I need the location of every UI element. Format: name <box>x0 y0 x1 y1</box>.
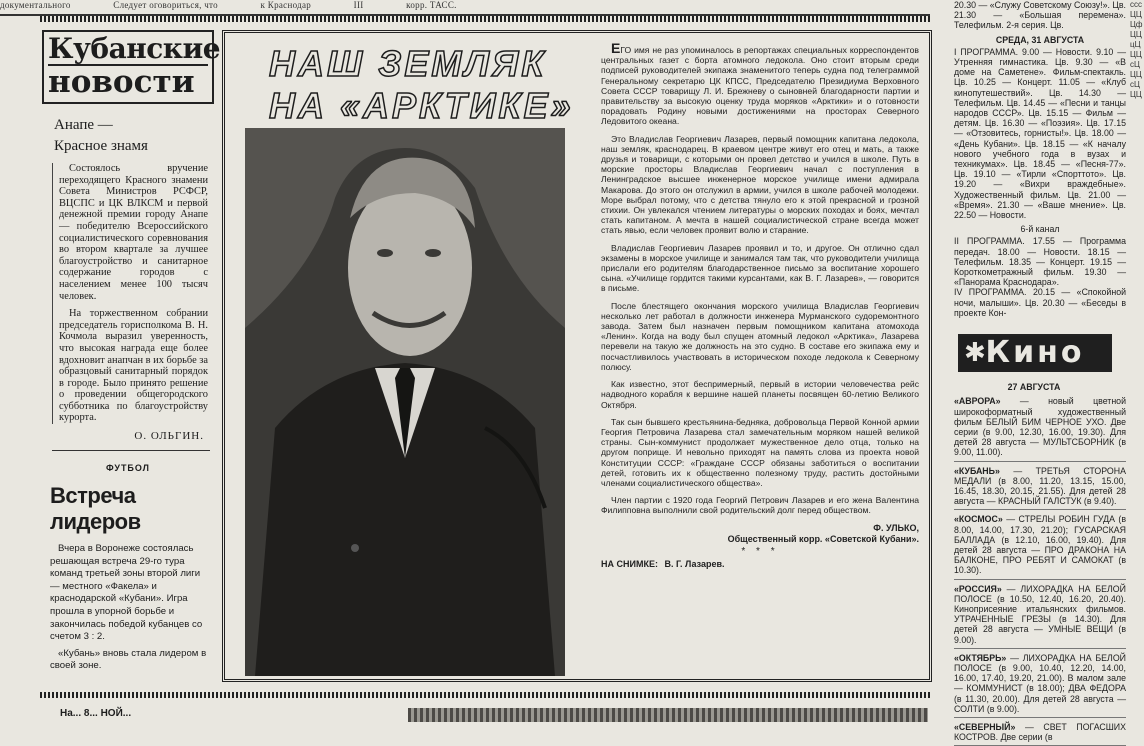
article-paragraph: Это Владислав Георгиевич Лазарев, первый помощник капитана ледокола, наш земляк, краснодарец. В краевом центре живут его отец и мать, а также друзья и товарищи, с которыми он провел детство и учился в школе. Путь в морские просторы Владислав Георгиевич начал с поступления в Ленинградское высшее инженерное морское училище имени адмирала Макарова. До этого он отслужил в армии, учился в школе рабочей молодежи. Море выбрал потому, что с детства тянуло его к этой прекрасной и грозной стихии. Он увлекался чтением литературы о морских походах и боях, мечтал стать капитаном. А мечта в нашей социалистической стране всегда может стать явью, если человек проявит волю и старание. <box>601 133 919 236</box>
headline-line-2: НА «АРКТИКЕ» <box>269 85 574 126</box>
news-heading: Анапе — <box>54 117 113 133</box>
cinema-name: «ОКТЯБРЬ» <box>954 652 1007 663</box>
headline-line-1: НАШ ЗЕМЛЯК <box>269 43 547 84</box>
top-decorative-rule <box>40 16 930 22</box>
left-column <box>42 30 221 690</box>
cinema-program: — ЛИХОРАДКА НА БЕЛОЙ ПОЛОСЕ (в 10.50, 12.40, 16.20, 20.40). Киноприсеяние итальянских фильмов. УТРАЧЕННЫЕ ГРЕЗЫ (в 14.30). Для детей 28 августа — УМНЫЕ ВЕЩИ (в 9.00). <box>954 583 1126 645</box>
right-column <box>948 0 1143 743</box>
caption-label: НА СНИМКЕ: <box>601 558 658 569</box>
masthead-line-1: Кубанские <box>48 32 221 65</box>
tv-day: СРЕДА, 31 АВГУСТА <box>995 34 1085 45</box>
caption-text: В. Г. Лазарев. <box>664 558 725 569</box>
top-strip-text-1: документального <box>0 0 71 10</box>
news-paragraph: Состоялось вручение переходящего Красного знамени Совета Министров РСФСР, ВЦСПС и ЦК ВЛКСМ и первой денежной премии городу Анапе — победителю Всероссийского социалистического соревнования во втором квартале за лучшее благоустройство и санитарное содержание городов с населением менее 100 тысяч человек. <box>59 163 208 302</box>
cinema-entry <box>954 584 1126 649</box>
news-paragraph: На торжественном собрании председатель горисполкома В. Н. Кочмола выразил уверенность, что высокая награда еще более вдохновит анапчан в их борьбе за образцовый санитарный порядок в городе. Было принято решение о проведении общегородского субботника по благоустройству курорта. <box>59 308 208 424</box>
film-reel-icon: ✱ <box>964 338 989 369</box>
photo-caption <box>601 559 919 569</box>
kino-logo <box>958 334 1112 372</box>
separator-stars: * * * <box>741 545 779 557</box>
cinema-program: — новый цветной широкоформатный художественный фильм БЕЛЫЙ БИМ ЧЕРНОЕ УХО. Две серии (в 9.00, 12.30, 16.00, 19.30). Для детей 28 августа — МУЛЬТСБОРНИК (в 9.00, 11.00). <box>954 396 1126 458</box>
news-subheading: Красное знамя <box>54 138 148 154</box>
sport-paragraph: Вчера в Воронеже состоялась решающая встреча 29-го тура команд третьей зоны второй лиги — местного «Факела» и краснодарской «Кубани». Игра прошла в упорной борьбе и закончилась победой кубанцев со счетом 3 : 2. <box>50 543 203 643</box>
kino-logo-text: Кино <box>985 335 1085 371</box>
article-paragraph: Владислав Георгиевич Лазарев проявил и то, и другое. Он отлично сдал экзамены в морское училище и занимался там так, что руководители училища прислали его родителям благодарственное письмо за воспитание хорошего сына. «Училище гордится такими курсантами, как В. Г. Лазарев», — говорится в письме. <box>601 242 919 294</box>
cinema-entry <box>954 722 1126 746</box>
author-name: Ф. УЛЬКО, <box>873 522 919 533</box>
news-body <box>52 163 208 424</box>
article-headline <box>269 43 589 127</box>
tv-program-1: I ПРОГРАММА. 9.00 — Новости. 9.10 — Утренняя гимнастика. Цв. 9.30 — «В доме на Саметене». Фильм-спектакль. Цв. 10.25 — Концерт. 11.05 — «Клуб кинопутешествий». Цв. 14.30 — Телефильм. Цв. 14.45 — «Песни и танцы народов СССР». Цв. 15.15 — Фильм — детям. Цв. 16.30 — «Поэзия». Цв. 17.15 — «Отзовитесь, горнисты!». Цв. 18.00 — «День Кубани». Цв. 18.15 — «К началу нового учебного года в вузах и техникумах». Цв. 18.45 — «Песня-77». Цв. 19.10 — «Тирли «Спорттото». Цв. 19.20 — «Вихри враждебные». Художественный фильм. Цв. 21.00 — «Время». 21.30 — «Ваше мнение». Цв. 22.50 — Новости. <box>954 46 1126 221</box>
tv-program-4: IV ПРОГРАММА. 20.15 — «Спокойной ночи, малыши». Цв. 20.30 — «Беседы в проекте Кон- <box>954 287 1126 318</box>
article-paragraph: Так сын бывшего крестьянина-бедняка, добровольца Первой Конной армии Георгия Петровича Лазарева стал замечательным моряком нашей великой страны. Сын-коммунист продолжает мужественное дело отца, только на другом поприще. И невольно приходят на память слова из проекта новой Конституции СССР: «Граждане СССР обязаны заботиться о воспитании детей, готовить их к общественно полезному труду, растить достойными членами социалистического общества». <box>601 416 919 488</box>
cinema-name: «АВРОРА» <box>954 396 1001 407</box>
article-text <box>601 40 919 569</box>
sport-rubric: ФУТБОЛ <box>106 463 150 474</box>
adjacent-column-edge: сссЦЦЦфЦЦцЦЦЦсЦЦЦсЦЦЦ <box>1130 0 1143 99</box>
cinema-name: «КОСМОС» <box>954 514 1003 525</box>
author-role: Общественный корр. «Советской Кубани». <box>727 533 919 544</box>
bottom-photo-edge <box>408 708 928 722</box>
cinema-entry <box>954 466 1126 511</box>
portrait-illustration <box>245 128 565 676</box>
article-byline <box>601 523 919 545</box>
article-paragraph: Член партии с 1920 года Георгий Петрович Лазарев и его жена Валентина Филипповна выполнили свой родительский долг перед обществом. <box>601 495 919 516</box>
tv-top-lines: 20.30 — «Служу Советскому Союзу!». Цв. 21.30 — «Большая перемена». Телефильм. 2-я серия. Цв. <box>954 0 1127 31</box>
cinema-name: «СЕВЕРНЫЙ» <box>954 721 1016 732</box>
top-strip-text-2: Следует оговориться, что <box>113 0 218 10</box>
masthead-line-2: новости <box>48 64 208 98</box>
cinema-program: — ЛИХОРАДКА НА БЕЛОЙ ПОЛОСЕ (в 9.00, 10.40, 12.20, 14.00, 16.00, 17.40, 19.20, 21.00). В малом зале — КОММУНИСТ (в 18.00); ДВА ФЕДОРА (в 11.30, 20.00). Для детей 28 августа — СОЛТИ (в 9.00). <box>954 652 1126 714</box>
tv-channel: 6-й канал <box>1020 224 1060 235</box>
cinema-entry <box>954 653 1126 718</box>
cinema-name: «РОССИЯ» <box>954 583 1002 594</box>
top-strip-text-3: к Краснодар <box>260 0 312 10</box>
news-signature: О. ОЛЬГИН. <box>134 430 204 443</box>
top-strip-text-5: корр. ТАСС. <box>406 0 457 10</box>
kino-date: 27 АВГУСТА <box>1007 382 1061 393</box>
main-article <box>222 30 932 682</box>
article-paragraph: После блестящего окончания морского училища Владислав Георгиевич несколько лет работал в должности инженера Мурманского судоремонтного завода. Затем был назначен первым помощником капитана атомохода «Ленин». Когда на воду был спущен атомный ледокол «Арктика», Лазарева перевели на такую же должность на это судно. В составе его экипажа ему и посчастливилось участвовать в историческом походе ледокола к Северному полюсу. <box>601 300 919 372</box>
bottom-decorative-rule <box>40 692 930 698</box>
cinema-program: — ТРЕТЬЯ СТОРОНА МЕДАЛИ (в 8.00, 11.20, 13.15, 15.00, 16.45, 18.30, 20.15, 21.55). Для детей 28 августа — КРАСНЫЙ ГАЛСТУК (в 9.40). <box>954 465 1126 507</box>
sport-body <box>50 543 208 673</box>
sport-paragraph: «Кубань» вновь стала лидером в своей зоне. <box>50 647 207 672</box>
article-paragraph: ЕГО имя не раз упоминалось в репортажах специальных корреспондентов центральных газет с борта атомного ледокола. Оно стоит вторым среди подписей руководителей экипажа знаменитого теперь судна под телеграммой Генеральному секретарю ЦК КПСС, Председателю Президиума Верховного Совета СССР товарищу Л. И. Брежневу о сыновней благодарности партии и правительству за высокую оценку труда моряков «Арктики» и о готовности порадовать Родину новыми достижениями на просторах Северного Ледовитого океана. <box>601 40 919 127</box>
portrait-photo <box>245 128 565 676</box>
kuban-news-masthead <box>42 30 221 104</box>
bottom-strip-text: На... 8... НОЙ... <box>60 708 132 719</box>
sport-heading: Встреча лидеров <box>50 483 141 535</box>
cinema-name: «КУБАНЬ» <box>954 465 1000 476</box>
cinema-listings <box>948 396 1126 746</box>
divider <box>52 450 210 451</box>
tv-program-2: II ПРОГРАММА. 17.55 — Программа передач. 18.00 — Новости. 18.15 — Телефильм. 18.35 — Концерт. 19.15 — Короткометражный фильм. 19.30 — «Панорама Краснодара». <box>954 236 1126 288</box>
top-strip-text-4: III <box>353 0 364 10</box>
tv-schedule <box>948 0 1126 318</box>
cinema-program: — СВЕТ ПОГАСШИХ КОСТРОВ. Две серии (в <box>954 721 1126 743</box>
top-strip <box>0 0 930 16</box>
article-paragraph: Как известно, этот беспримерный, первый в истории человечества рейс надводного корабля к вершине нашей планеты посвящен 60-летию Великого Октября. <box>601 379 919 410</box>
cinema-program: — СТРЕЛЫ РОБИН ГУДА (в 8.00, 14.00, 17.30, 21.20); ГУСАРСКАЯ БАЛЛАДА (в 12.10, 16.00, 19.40). Для детей 28 августа — ПРО ДРАКОНА НА БАЛКОНЕ, ПРО РЕБЯТ И САМОКАТ (в 10.30). <box>954 514 1127 576</box>
cinema-entry <box>954 514 1126 579</box>
cinema-entry <box>954 396 1126 461</box>
